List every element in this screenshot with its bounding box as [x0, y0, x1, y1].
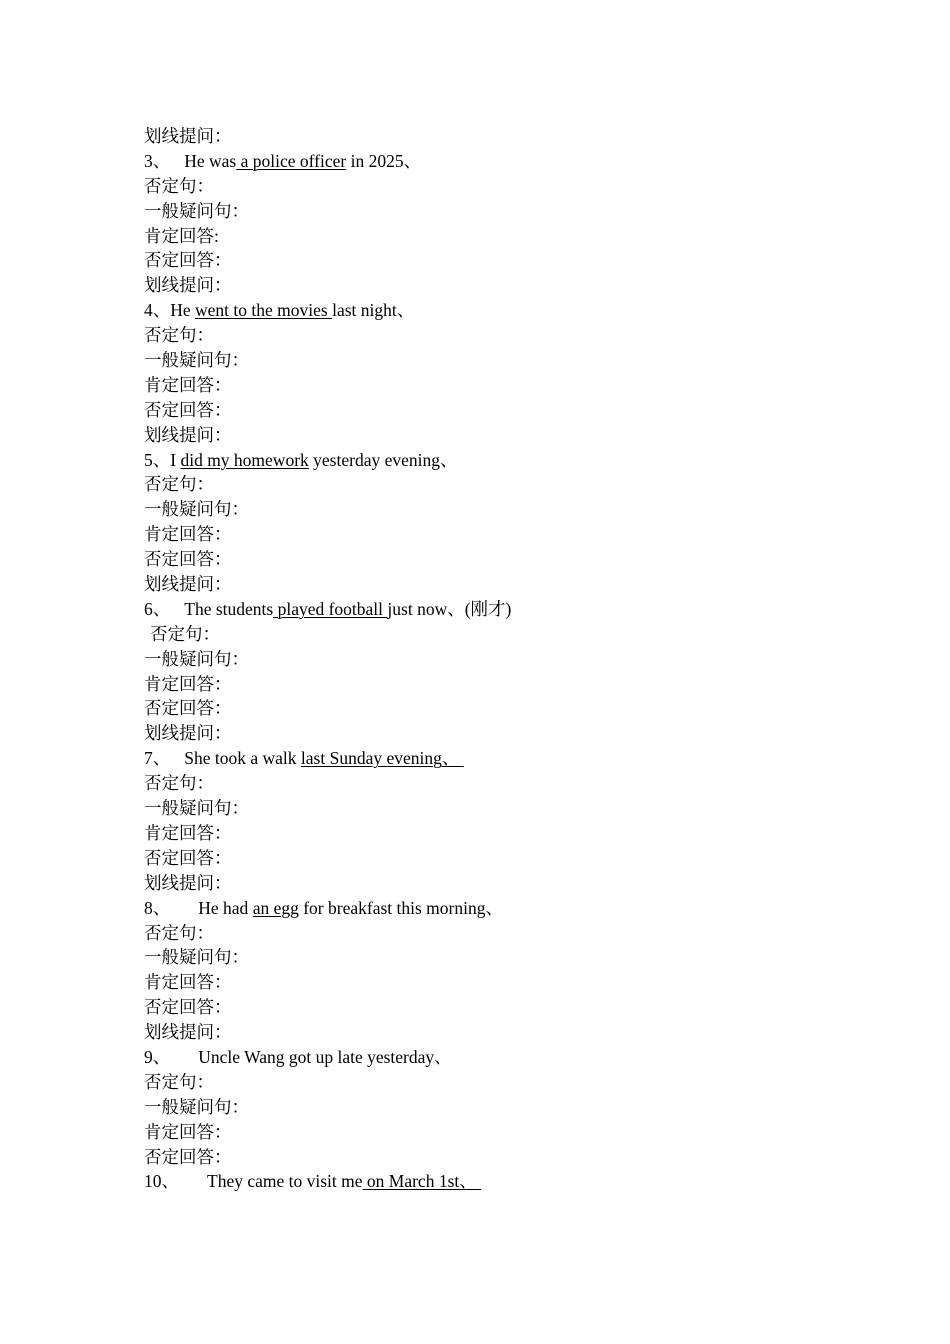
underline-question-label: 划线提问： — [144, 723, 232, 744]
sentence-text: He — [170, 300, 196, 321]
exercise-sentence-9 — [144, 1045, 844, 1070]
negative-label: 否定句： — [144, 474, 214, 495]
negative-answer-label: 否定回答： — [144, 549, 232, 570]
positive-answer-label: 肯定回答： — [144, 1121, 232, 1142]
item-number: 4、 — [144, 300, 171, 321]
exercise-sentence-4 — [144, 298, 844, 323]
item-number: 10、 — [144, 1171, 179, 1192]
underlined-part: did my homework — [180, 449, 309, 470]
sentence-text: Uncle Wang got up late yesterday、 — [198, 1046, 452, 1067]
item-number: 6、 — [144, 598, 171, 619]
item-number: 7、 — [144, 748, 171, 769]
general-question-label: 一般疑问句： — [144, 798, 249, 819]
negative-label: 否定句： — [144, 1071, 214, 1092]
negative-label: 否定句： — [144, 325, 214, 346]
sentence-text: last night、 — [332, 300, 415, 321]
sentence-text: I — [170, 449, 181, 470]
sentence-text: just now、(刚才) — [387, 598, 512, 619]
sentence-text: He was — [184, 150, 237, 171]
underline-question-label: 划线提问： — [144, 126, 232, 146]
negative-answer-label: 否定回答： — [144, 997, 232, 1018]
positive-answer-label: 肯定回答： — [144, 972, 232, 993]
negative-label: 否定句： — [150, 623, 220, 644]
exercise-sentence-7 — [144, 746, 844, 771]
exercise-sentence-5 — [144, 448, 844, 473]
exercise-sentence-3 — [144, 149, 844, 174]
item-number: 8、 — [144, 897, 171, 918]
negative-answer-label: 否定回答： — [144, 698, 232, 719]
sentence-text: The students — [184, 598, 274, 619]
sentence-text: in 2025、 — [346, 150, 422, 171]
item-number: 5、 — [144, 449, 171, 470]
underlined-part: a police officer — [236, 150, 347, 171]
exercise-sentence-10 — [144, 1169, 844, 1194]
item-number: 3、 — [144, 150, 171, 171]
positive-answer-label: 肯定回答： — [144, 822, 232, 843]
exercise-sentence-8 — [144, 896, 844, 921]
underline-question-label: 划线提问： — [144, 872, 232, 893]
negative-answer-label: 否定回答： — [144, 1146, 232, 1167]
negative-answer-label: 否定回答： — [144, 847, 232, 868]
exercise-content — [144, 124, 844, 1194]
negative-label: 否定句： — [144, 922, 214, 943]
positive-answer-label: 肯定回答： — [144, 374, 232, 395]
underlined-part: last Sunday evening、 — [300, 748, 464, 769]
positive-answer-label: 肯定回答： — [144, 524, 232, 545]
negative-answer-label: 否定回答： — [144, 399, 232, 420]
sentence-text: yesterday evening、 — [308, 449, 458, 470]
underlined-part: on March 1st、 — [362, 1171, 482, 1192]
general-question-label: 一般疑问句： — [144, 1096, 249, 1117]
sentence-text: He had — [198, 897, 253, 918]
negative-answer-label: 否定回答： — [144, 250, 232, 271]
underlined-part: played football — [273, 598, 388, 619]
underlined-part: went to the movies — [195, 300, 333, 321]
general-question-label: 一般疑问句： — [144, 200, 249, 221]
general-question-label: 一般疑问句： — [144, 499, 249, 520]
underline-question-label: 划线提问： — [144, 424, 232, 445]
item-number: 9、 — [144, 1046, 171, 1067]
underline-question-label: 划线提问： — [144, 1022, 232, 1043]
sentence-text: for breakfast this morning、 — [298, 897, 503, 918]
negative-label: 否定句： — [144, 773, 214, 794]
general-question-label: 一般疑问句： — [144, 648, 249, 669]
exercise-sentence-6 — [144, 597, 844, 622]
underline-question-label: 划线提问： — [144, 275, 232, 296]
negative-label: 否定句： — [144, 175, 214, 196]
general-question-label: 一般疑问句： — [144, 947, 249, 968]
positive-answer-label: 肯定回答： — [144, 673, 232, 694]
general-question-label: 一般疑问句： — [144, 350, 249, 371]
underlined-part: an egg — [252, 897, 299, 918]
sentence-text: They came to visit me — [207, 1171, 363, 1192]
underline-question-label: 划线提问： — [144, 574, 232, 595]
sentence-text: She took a walk — [184, 748, 301, 769]
positive-answer-label: 肯定回答: — [144, 225, 219, 246]
